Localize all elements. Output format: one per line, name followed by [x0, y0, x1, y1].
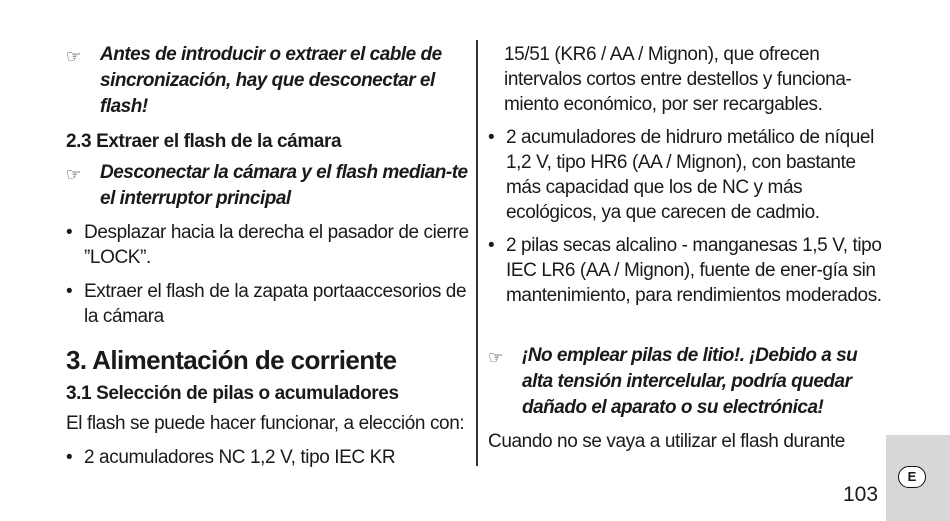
pointing-hand-icon: ☞ [66, 165, 81, 184]
list-item: • 2 acumuladores de hidruro metálico de níquel 1,2 V, tipo HR6 (AA / Mignon), con bastante más capacidad que los de NC y más ecológicos, ya que carecen de cadmio. [488, 127, 874, 223]
language-side-tab [886, 435, 950, 521]
list-item: • 2 pilas secas alcalino - manganesas 1,5 V, tipo IEC LR6 (AA / Mignon), fuente de ener-gía sin mantenimiento, para rendimientos moderados. [488, 235, 882, 306]
closing-paragraph: Cuando no se vaya a utilizar el flash durante [488, 431, 845, 452]
continuation-paragraph: 15/51 (KR6 / AA / Mignon), que ofrecen intervalos cortos entre destellos y funciona-miento económico, por ser recargables. [504, 44, 852, 115]
list-item: • Desplazar hacia la derecha el pasador de cierre ”LOCK”. [66, 222, 469, 268]
list-item: • 2 acumuladores NC 1,2 V, tipo IEC KR [66, 447, 396, 468]
bullet-marker: • [66, 447, 73, 468]
bullet-marker: • [66, 281, 73, 302]
warning-text: ¡No emplear pilas de litio!. ¡Debido a su alta tensión intercelular, podría quedar dañado el aparato o su electrónica! [522, 345, 858, 418]
warning-lithium-batteries [488, 343, 882, 421]
warning-main-switch [66, 160, 470, 212]
bullet-marker: • [488, 127, 495, 148]
section-heading: 3. Alimentación de corriente [66, 345, 397, 375]
warning-sync-cable [66, 42, 470, 120]
warning-text: Desconectar la cámara y el flash median-te el interruptor principal [100, 162, 468, 209]
subheading-remove-flash: 2.3 Extraer el flash de la cámara [66, 131, 342, 152]
warning-text: Antes de introducir o extraer el cable de sincronización, hay que desconectar el flash! [100, 44, 442, 117]
column-divider [476, 40, 478, 466]
pointing-hand-icon: ☞ [488, 348, 503, 367]
pointing-hand-icon: ☞ [66, 47, 81, 66]
intro-paragraph: El flash se puede hacer funcionar, a elección con: [66, 413, 465, 434]
bullet-marker: • [66, 222, 73, 243]
page-number: 103 [843, 483, 879, 506]
language-badge: E [898, 466, 926, 488]
subheading-battery-selection: 3.1 Selección de pilas o acumuladores [66, 383, 399, 404]
list-item: • Extraer el flash de la zapata portaaccesorios de la cámara [66, 281, 467, 327]
bullet-marker: • [488, 235, 495, 256]
